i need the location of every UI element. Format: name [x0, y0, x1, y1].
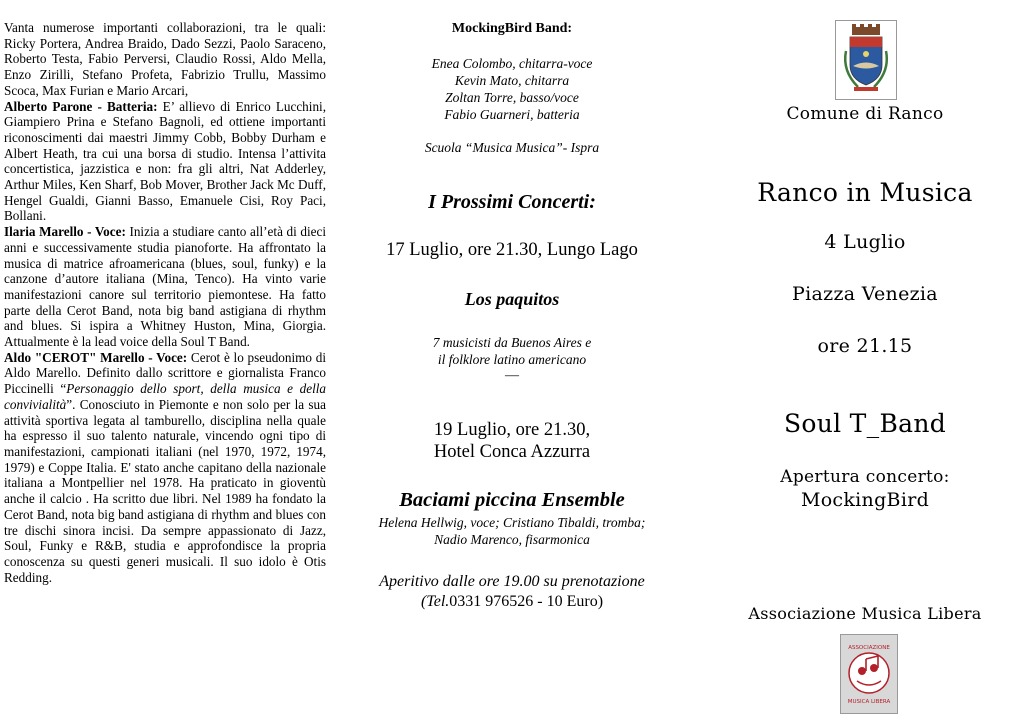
concert1-desc: 7 musicisti da Buenos Aires e — [432, 335, 592, 350]
band-member: Fabio Guarneri, batteria — [444, 107, 580, 122]
bio-paragraph-parone: Alberto Parone - Batteria: E’ allievo di Enrico Lucchini, Giampiero Prina e Stefano Bagnoli, ed ottiene importanti riconoscimenti dai maestri Jimmy Cobb, Bobby Durham e Albert Heath, tra cui una borsa di studio. Intensa l’attivita concertistica, jazzistica e non: fra gli altri, Nat Adderley, Arthur Miles, Ken Sharf, Bob Mover, Brother Jack Mc Duff, Hengel Gualdi, Gianni Basso, Emanuele Cisi, Roy Paci, Bollani. — [4, 98, 326, 224]
band-member: Enea Colombo, chitarra-voce — [431, 56, 593, 71]
association-name: Associazione Musica Libera — [748, 604, 982, 623]
main-band: Soul T_Band — [783, 409, 947, 438]
opening-label: Apertura concerto: — [780, 467, 950, 487]
concert2-venue: Hotel Conca Azzurra — [433, 442, 591, 462]
concert2-members: Helena Hellwig, voce; Cristiano Tibaldi, tromba; — [378, 515, 646, 530]
logo-text-top: ASSOCIAZIONE — [848, 645, 890, 651]
concert1-desc: il folklore latino americano — [437, 352, 587, 367]
bio-paragraph-cerot: Aldo "CEROT" Marello - Voce: Cerot è lo pseudonimo di Aldo Marello. Definito dallo scrittore e giornalista Franco Piccinelli “Personaggio dello sport, della musica e della convivialità”. Conosciuto in Piemonte e non solo per la sua attività sportiva legata al tamburello, disciplina nella quale ha espresso il suo talento naturale, vincendo ogni tipo di manifestazioni, campionati italiani (nel 1970, 1972, 1974, 1979) e Coppe Italia. E' stato anche capitano della nazionale italiana a Montpellier nel 1978. Ha praticato in gioventù anche il calcio . Ha scritto due libri. Nel 1989 ha fondato la Cerot Band, nota big band astigiana di rhythm and blues con tre dischi sinora incisi. Da sempre appassionato di Jazz, Soul, Funky e R&B, studia e approfondisce la propria conoscenza su questi generi musicali. Il suo idolo è Otis Redding. — [4, 349, 326, 585]
concert2-name: Baciami piccina Ensemble — [399, 489, 625, 511]
concert1-name: Los paquitos — [464, 289, 560, 309]
association-logo — [840, 634, 898, 714]
aperitivo-note: Aperitivo dalle ore 19.00 su prenotazione — [379, 573, 645, 590]
concert1-date: 17 Luglio, ore 21.30, Lungo Lago — [386, 240, 638, 260]
cover-column — [730, 0, 1000, 725]
event-title: Ranco in Musica — [757, 178, 973, 207]
band-member: Kevin Mato, chitarra — [454, 73, 570, 88]
event-time: ore 21.15 — [817, 335, 913, 357]
event-date: 4 Luglio — [824, 231, 906, 253]
event-place: Piazza Venezia — [792, 283, 938, 305]
concert2-date: 19 Luglio, ore 21.30, — [433, 420, 591, 440]
bio-paragraph-ilaria: Ilaria Marello - Voce: Inizia a studiare canto all’età di dieci anni e successivamente studia pianoforte. Ha affrontato la musica di matrice afroamericana (blues, soul, funky) e la canzone d’autore italiana (Mina, Tenco). Ha vinto varie manifestazioni canore sul territorio piemontese. Ha fatto parte della Cerot Band, nota big band astigiana di rhythm and blues. Si ispira a Whitney Huston, Mina, Giorgia. Attualmente è la lead voice della Soul T Band. — [4, 224, 326, 350]
bio-name: Ilaria Marello - Voce: — [4, 224, 126, 240]
bio-paragraph-intro: Vanta numerose importanti collaborazioni, tra le quali: Ricky Portera, Andrea Braido, Dado Sezzi, Paolo Saraceno, Roberto Testa, Fabio Perversi, Claudio Rossi, Aldo Mella, Enzo Zirilli, Stefano Profeta, Fabrizio Trullu, Massimo Scoca, Max Furian e Mario Arcari, — [4, 20, 326, 98]
band-member: Zoltan Torre, basso/voce — [445, 90, 579, 105]
band-title: MockingBird Band: — [451, 21, 573, 36]
musica-libera-logo-icon — [841, 635, 897, 713]
comune-coat-of-arms — [835, 20, 897, 100]
separator: — — [505, 368, 519, 383]
coat-of-arms-icon — [836, 21, 896, 99]
bio-name: Aldo "CEROT" Marello - Voce: — [4, 349, 188, 365]
telephone-note: (Tel.0331 976526 - 10 Euro) — [420, 593, 604, 610]
school-name: Scuola “Musica Musica”- Ispra — [424, 140, 600, 155]
logo-text-bottom: MUSICA LIBERA — [847, 699, 891, 705]
concerts-column — [352, 0, 672, 725]
next-concerts-heading: I Prossimi Concerti: — [428, 191, 596, 213]
opening-band: MockingBird — [800, 489, 930, 511]
concert2-members: Nadio Marenco, fisarmonica — [434, 532, 590, 547]
comune-name: Comune di Ranco — [786, 104, 944, 124]
bio-name: Alberto Parone - Batteria: — [4, 98, 158, 114]
biography-column — [4, 20, 326, 585]
